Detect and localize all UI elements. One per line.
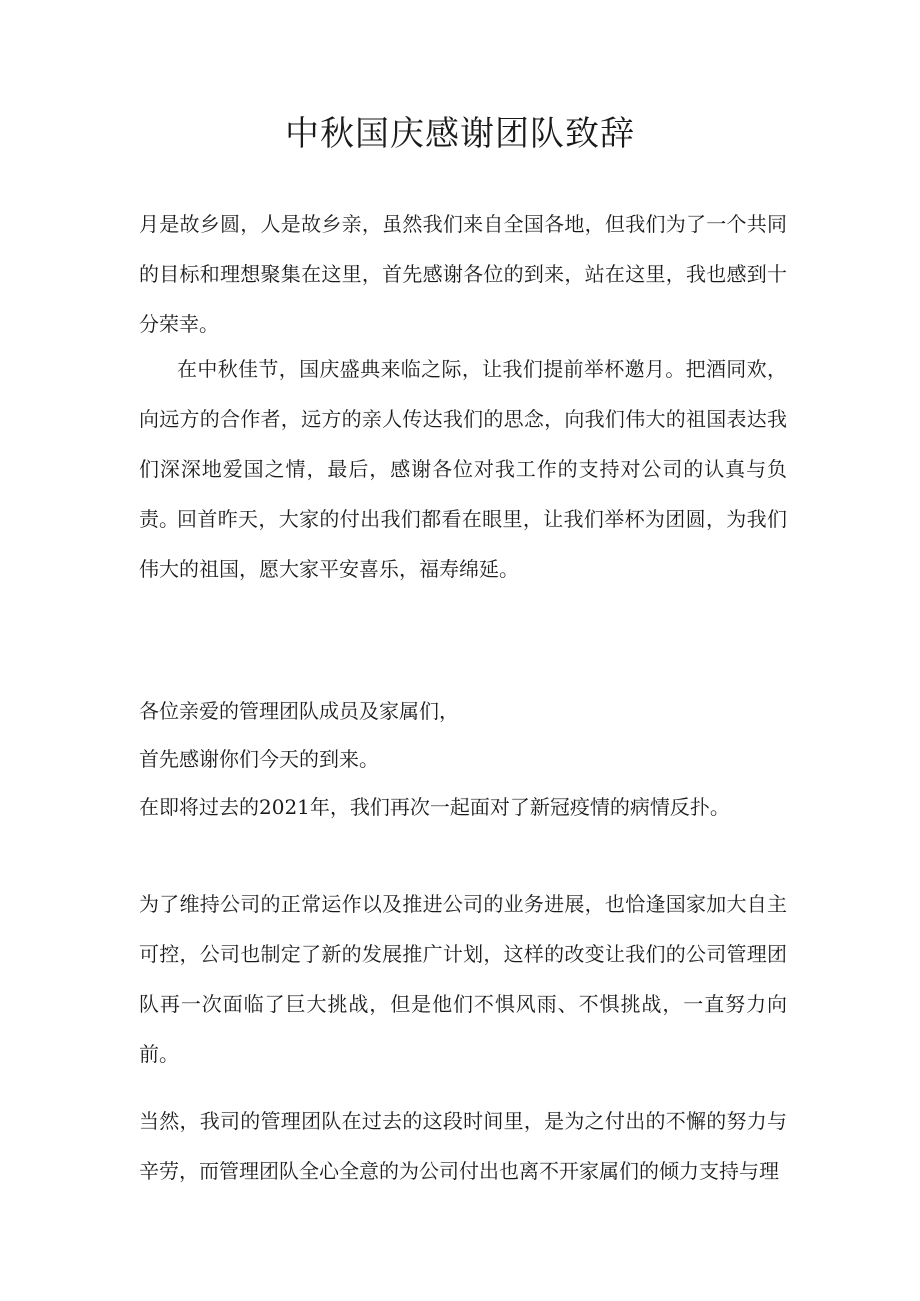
- paragraph-festival: 在中秋佳节，国庆盛典来临之际，让我们提前举杯邀月。把酒同欢，向远方的合作者，远方的亲人传达我们的思念，向我们伟大的祖国表达我们深深地爱国之情，最后，感谢各位对我工作的支持对公司的认真与负责。: [139, 357, 787, 531]
- thanks-line: 首先感谢你们今天的到来。: [139, 747, 379, 771]
- paragraph-challenge: 为了维持公司的正常运作以及推进公司的业务进展，也恰逢国家加大自主可控，公司也制定了新的发展推广计划，这样的改变让我们的公司管理团队再一次面临了巨大挑战，但是他们不惧风雨、不惧挑战，一直努力向前。: [139, 892, 787, 1066]
- paragraph-review: 回首昨天，大家的付出我们都看在眼里，让我们举杯为团圆，为我们伟大的祖国，愿大家平安喜乐，福寿绵延。: [139, 507, 787, 581]
- document-title: 中秋国庆感谢团队致辞: [285, 114, 635, 154]
- paragraph-gratitude: 当然，我司的管理团队在过去的这段时间里，是为之付出的不懈的努力与辛劳，而管理团队全心全意的为公司付出也离不开家属们的倾力支持与理: [139, 1109, 787, 1183]
- paragraph-opening: 月是故乡圆，人是故乡亲，虽然我们来自全国各地，但我们为了一个共同的目标和理想聚集在这里，首先感谢各位的到来，站在这里，我也感到十分荣幸。: [139, 212, 787, 336]
- greeting-line: 各位亲爱的管理团队成员及家属们，: [139, 699, 459, 723]
- year-line: 在即将过去的2021年，我们再次一起面对了新冠疫情的病情反扑。: [139, 795, 730, 819]
